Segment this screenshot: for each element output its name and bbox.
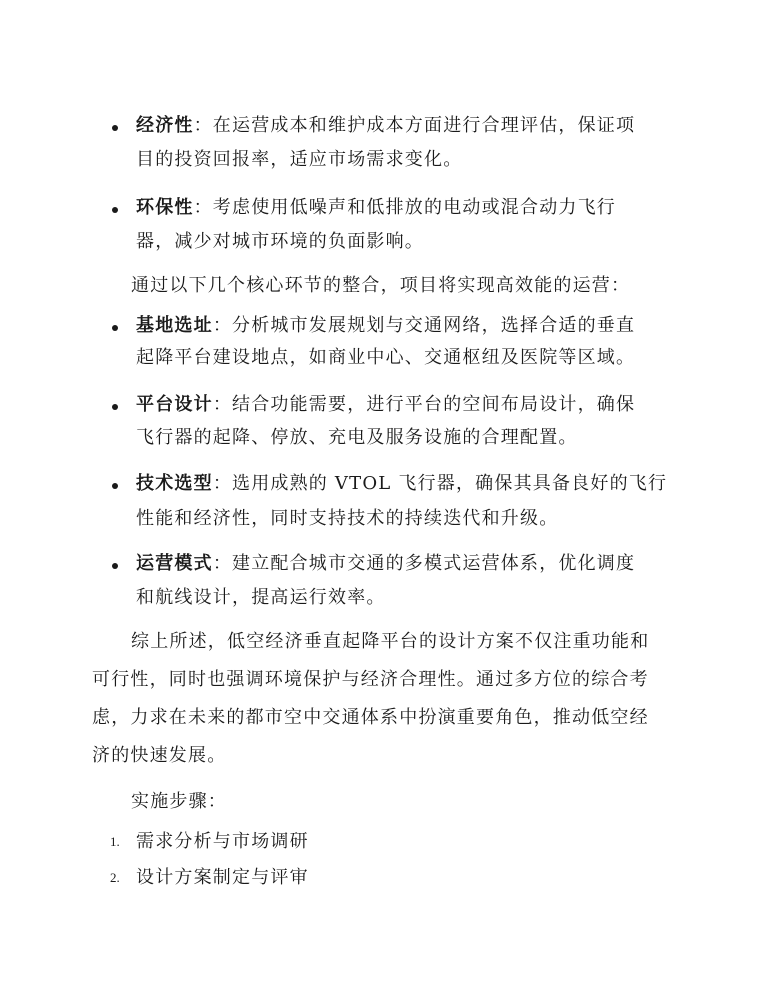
list-item-text: ：在运营成本和维护成本方面进行合理评估，保证项 <box>193 115 636 136</box>
list-item-text: 器，减少对城市环境的负面影响。 <box>136 231 424 252</box>
bullet-icon <box>112 125 118 131</box>
list-item-term: 运营模式 <box>136 553 213 574</box>
list-item-text: ：建立配合城市交通的多模式运营体系，优化调度 <box>212 553 636 574</box>
list-item-text: ：结合功能需要，进行平台的空间布局设计，确保 <box>212 394 636 415</box>
steps-heading: 实施步骤： <box>131 791 227 812</box>
bullet-icon <box>112 207 118 213</box>
numbered-item-text: 需求分析与市场调研 <box>136 831 309 852</box>
item-number: 2. <box>110 870 120 885</box>
list-item-text: 目的投资回报率，适应市场需求变化。 <box>136 149 463 170</box>
list-item-text: ：考虑使用低噪声和低排放的电动或混合动力飞行 <box>193 197 617 218</box>
list-item-term: 技术选型 <box>136 473 213 494</box>
list-item-text: 起降平台建设地点，如商业中心、交通枢纽及医院等区域。 <box>136 347 636 368</box>
list-item-text: 和航线设计，提高运行效率。 <box>136 587 386 608</box>
list-item-line <box>136 426 578 450</box>
paragraph-line: 可行性，同时也强调环境保护与经济合理性。通过多方位的综合考 <box>92 669 649 690</box>
bullet-icon <box>112 325 118 331</box>
paragraph-line: 济的快速发展。 <box>92 745 227 766</box>
list-item-term: 经济性 <box>136 115 194 136</box>
list-item-line <box>136 472 667 496</box>
list-item-line <box>136 314 635 338</box>
list-item-line <box>136 552 635 576</box>
list-item-term: 基地选址 <box>136 315 213 336</box>
list-item-text: ：选用成熟的 VTOL 飞行器，确保其具备良好的飞行 <box>212 473 668 494</box>
paragraph-line: 综上所述，低空经济垂直起降平台的设计方案不仅注重功能和 <box>131 631 650 652</box>
list-item-term: 平台设计 <box>136 394 213 415</box>
bullet-icon <box>112 563 118 569</box>
numbered-item-text: 设计方案制定与评审 <box>136 867 309 888</box>
list-item-text: 飞行器的起降、停放、充电及服务设施的合理配置。 <box>136 427 578 448</box>
list-item-line <box>136 114 635 138</box>
list-item-text: 性能和经济性，同时支持技术的持续迭代和升级。 <box>136 508 559 529</box>
list-item-line <box>136 346 635 370</box>
list-item-line <box>136 507 558 531</box>
list-item-text: ：分析城市发展规划与交通网络，选择合适的垂直 <box>212 315 636 336</box>
list-item-term: 环保性 <box>136 197 194 218</box>
intro-paragraph: 通过以下几个核心环节的整合，项目将实现高效能的运营： <box>131 275 631 296</box>
item-number: 1. <box>110 834 120 849</box>
paragraph-line: 虑，力求在未来的都市空中交通体系中扮演重要角色，推动低空经 <box>92 707 649 728</box>
bullet-icon <box>112 404 118 410</box>
list-item-line <box>136 196 616 220</box>
list-item-line <box>136 148 462 172</box>
list-item-line <box>136 586 386 610</box>
list-item-line <box>136 230 424 254</box>
list-item-line <box>136 393 635 417</box>
bullet-icon <box>112 483 118 489</box>
